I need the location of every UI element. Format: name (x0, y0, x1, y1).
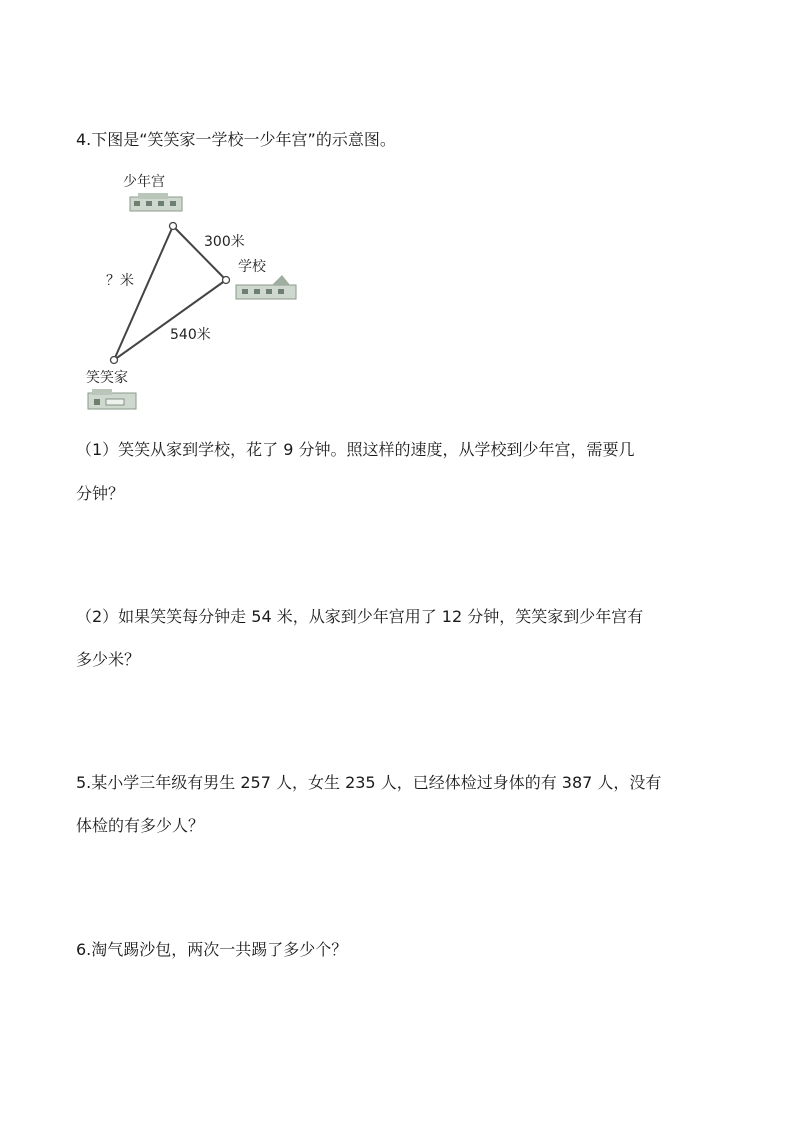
home-building-icon (88, 389, 136, 409)
question-5-line-1: 5.某小学三年级有男生 257 人，女生 235 人，已经体检过身体的有 387 人，没有 (76, 773, 662, 792)
home-label: 笑笑家 (86, 370, 128, 386)
question-4-part-1-line-1: （1）笑笑从家到学校，花了 9 分钟。照这样的速度，从学校到少年宫，需要几 (76, 440, 635, 459)
home-palace-distance-label: ？米 (106, 273, 134, 289)
route-diagram (76, 165, 316, 425)
question-4-part-2-line-1: （2）如果笑笑每分钟走 54 米，从家到少年宫用了 12 分钟，笑笑家到少年宫有 (76, 607, 644, 626)
home-school-distance-label: 540米 (170, 327, 211, 343)
school-building-icon (236, 275, 296, 299)
palace-school-distance-label: 300米 (204, 234, 245, 250)
node-youth-palace (170, 223, 177, 230)
youth-palace-building-icon (130, 193, 182, 211)
question-4-title: 4.下图是“笑笑家一学校一少年宫”的示意图。 (76, 130, 396, 149)
youth-palace-label: 少年宫 (123, 174, 165, 190)
route-diagram-svg (76, 165, 316, 425)
question-6-line-1: 6.淘气踢沙包，两次一共踢了多少个？ (76, 940, 348, 959)
question-5-line-2: 体检的有多少人？ (76, 816, 205, 835)
node-home (111, 357, 118, 364)
question-4-part-1-line-2: 分钟？ (76, 484, 125, 503)
node-school (223, 277, 230, 284)
school-label: 学校 (238, 259, 266, 275)
question-4-part-2-line-2: 多少米？ (76, 650, 141, 669)
